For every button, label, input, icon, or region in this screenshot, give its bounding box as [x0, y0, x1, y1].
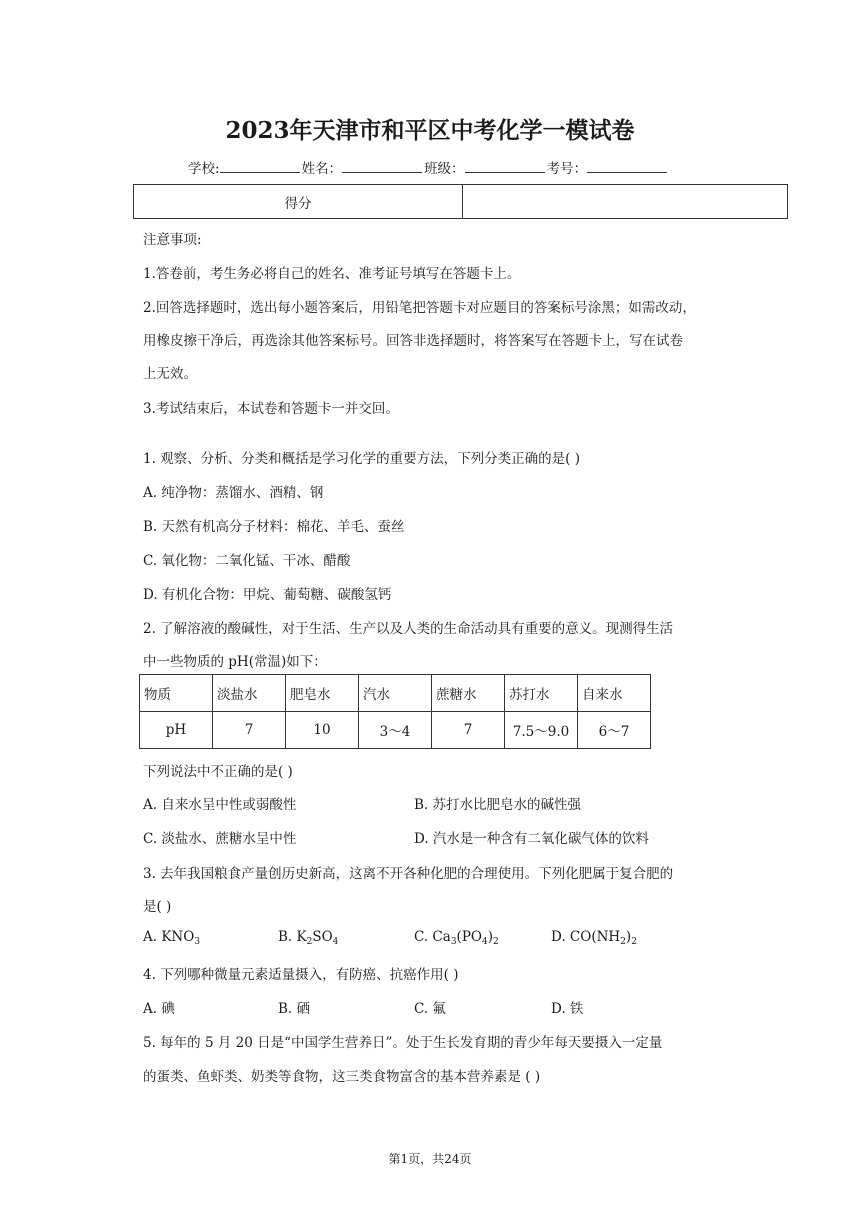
q1-stem: 1. 观察、分析、分类和概括是学习化学的重要方法，下列分类正确的是( ) [143, 451, 580, 467]
q3-option-a-text: A. KNO [143, 929, 195, 945]
notice-item-1: 1.答卷前，考生务必将自己的姓名、准考证号填写在答题卡上。 [143, 266, 521, 282]
school-blank[interactable] [220, 160, 300, 173]
q3-option-a[interactable] [143, 929, 200, 947]
q3-option-b-sub: 2 [306, 937, 313, 947]
q2-stem-line-2: 中一些物质的 pH(常温)如下： [143, 654, 327, 670]
ph-table-header-cell: 汽水 [359, 675, 432, 712]
q3-option-d-sub: 2 [620, 937, 626, 947]
q4-option-d[interactable]: D. 铁 [551, 1001, 584, 1017]
q1-option-d[interactable]: D. 有机化合物：甲烷、葡萄糖、碳酸氢钙 [143, 587, 392, 603]
q3-option-d-sub: 2 [631, 937, 637, 947]
notice-item-2-line-2: 用橡皮擦干净后，再选涂其他答案标号。回答非选择题时，将答案写在答题卡上，写在试卷 [143, 333, 683, 349]
q2-option-b[interactable]: B. 苏打水比肥皂水的碱性强 [414, 797, 582, 813]
exam-title: 2023年天津市和平区中考化学一模试卷 [225, 117, 635, 144]
q3-option-b[interactable] [278, 929, 338, 947]
q5-stem-line-1: 5. 每年的 5 月 20 日是“中国学生营养日”。处于生长发育期的青少年每天要摄入一定量 [143, 1035, 663, 1051]
class-label: 班级： [424, 161, 465, 177]
exam-no-blank[interactable] [587, 160, 667, 173]
score-table [133, 184, 788, 219]
q3-option-c-text: C. Ca [414, 929, 451, 945]
name-label: 姓名： [301, 161, 343, 177]
q3-option-d-text: ) [625, 929, 632, 945]
q3-option-c-text: (PO [456, 929, 482, 945]
notice-item-3: 3.考试结束后，本试卷和答题卡一并交回。 [143, 401, 399, 417]
q2-question: 下列说法中不正确的是( ) [143, 764, 293, 780]
school-label: 学校: [188, 161, 220, 177]
ph-table-header-cell: 物质 [140, 675, 213, 712]
notice-item-2-line-3: 上无效。 [143, 366, 197, 382]
q5-stem-line-2: 的蛋类、鱼虾类、奶类等食物，这三类食物富含的基本营养素是 ( ) [143, 1069, 541, 1085]
ph-table-value-cell: 10 [286, 712, 359, 749]
student-info-line [188, 157, 669, 177]
q3-stem-line-2: 是( ) [143, 899, 172, 915]
q2-option-d[interactable]: D. 汽水是一种含有二氧化碳气体的饮料 [414, 831, 649, 847]
notice-heading: 注意事项: [143, 232, 202, 248]
ph-table-header-cell: 肥皂水 [286, 675, 359, 712]
ph-table-value-cell: 7.5～9.0 [505, 712, 578, 749]
q3-stem-line-1: 3. 去年我国粮食产量创历史新高，这离不开各种化肥的合理使用。下列化肥属于复合肥的 [143, 866, 674, 882]
ph-table-header-cell: 淡盐水 [213, 675, 286, 712]
q4-option-c[interactable]: C. 氟 [414, 1001, 446, 1017]
notice-item-2-line-1: 2.回答选择题时，选出每小题答案后，用铅笔把答题卡对应题目的答案标号涂黑；如需改动， [143, 300, 696, 316]
score-label: 得分 [134, 185, 463, 219]
ph-table-header-cell: 苏打水 [505, 675, 578, 712]
q4-stem: 4. 下列哪种微量元素适量摄入，有防癌、抗癌作用( ) [143, 967, 459, 983]
q3-option-d-text: D. CO(NH [551, 929, 621, 945]
q2-option-a[interactable]: A. 自来水呈中性或弱酸性 [143, 797, 297, 813]
q1-option-c[interactable]: C. 氧化物：二氧化锰、干冰、醋酸 [143, 553, 351, 569]
q2-stem-line-1: 2. 了解溶液的酸碱性，对于生活、生产以及人类的生命活动具有重要的意义。现测得生活 [143, 621, 674, 637]
ph-table-value-cell: 7 [432, 712, 505, 749]
page-footer: 第1页，共24页 [388, 1152, 472, 1166]
q3-option-d[interactable] [551, 929, 637, 947]
ph-table-header-cell: 蔗糖水 [432, 675, 505, 712]
ph-table-value-cell: 6～7 [578, 712, 651, 749]
score-value-cell[interactable] [463, 185, 788, 219]
q1-option-b[interactable]: B. 天然有机高分子材料：棉花、羊毛、蚕丝 [143, 519, 405, 535]
q4-option-b[interactable]: B. 硒 [278, 1001, 311, 1017]
class-blank[interactable] [465, 160, 545, 173]
ph-table-value-cell: 3～4 [359, 712, 432, 749]
q3-option-c-sub: 3 [450, 937, 457, 947]
ph-table-value-cell: pH [140, 712, 213, 749]
q4-option-a[interactable]: A. 碘 [143, 1001, 175, 1017]
q1-option-a[interactable]: A. 纯净物：蒸馏水、酒精、钢 [143, 485, 324, 501]
name-blank[interactable] [342, 160, 422, 173]
q3-option-b-text: SO [312, 929, 333, 945]
q3-option-c-sub: 4 [481, 937, 488, 947]
q3-option-c[interactable] [414, 929, 499, 947]
q3-option-c-text: ) [487, 929, 493, 945]
q2-option-c[interactable]: C. 淡盐水、蔗糖水呈中性 [143, 831, 297, 847]
ph-table-value-cell: 7 [213, 712, 286, 749]
q3-option-a-sub: 3 [194, 937, 201, 947]
exam-no-label: 考号： [546, 161, 588, 177]
q3-option-b-sub: 4 [332, 937, 339, 947]
ph-table [139, 674, 651, 749]
q3-option-b-text: B. K [278, 929, 307, 945]
ph-table-header-cell: 自来水 [578, 675, 651, 712]
q3-option-c-sub: 2 [492, 937, 499, 947]
